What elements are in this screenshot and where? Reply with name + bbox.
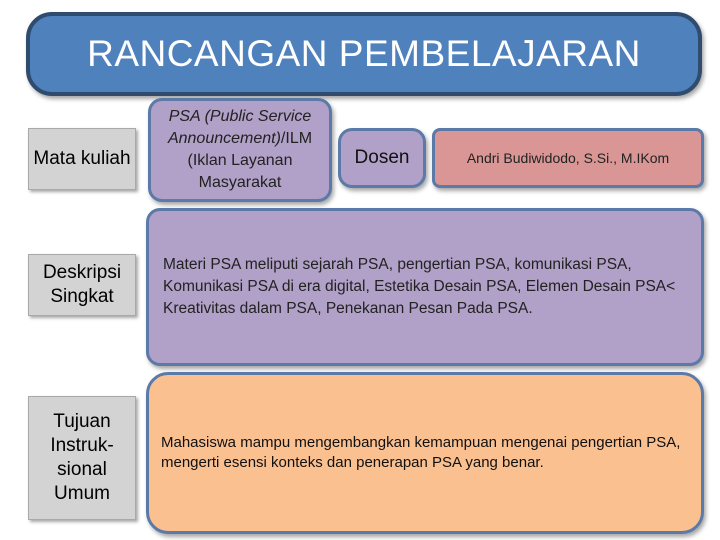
mata-kuliah-label (28, 128, 136, 190)
tujuan-label-text: Tujuan Instruk-sional Umum (50, 411, 114, 504)
tujuan-label (28, 396, 136, 520)
mata-kuliah-value (151, 106, 329, 194)
mata-kuliah-value-box (148, 98, 332, 202)
tujuan-box (146, 372, 704, 534)
dosen-label-box (338, 128, 426, 188)
page-title-banner (26, 12, 702, 96)
page-title: RANCANGAN PEMBELAJARAN (87, 33, 641, 74)
dosen-name-box (432, 128, 704, 188)
deskripsi-label (28, 254, 136, 316)
dosen-name: Andri Budiwidodo, S.Si., M.IKom (466, 150, 670, 166)
mata-kuliah-label-text: Mata kuliah (33, 148, 131, 169)
tujuan-text: Mahasiswa mampu mengembangkan kemampuan mengenai pengertian PSA, mengerti esensi konteks dan penerapan PSA yang benar. (161, 434, 681, 471)
mata-kuliah-value-rest: /ILM (Iklan Layanan Masyarakat (187, 130, 313, 191)
deskripsi-label-text: Deskripsi Singkat (42, 262, 122, 307)
deskripsi-box (146, 208, 704, 366)
deskripsi-text: Materi PSA meliputi sejarah PSA, pengertian PSA, komunikasi PSA, Komunikasi PSA di era digital, Estetika Desain PSA, Elemen Desain PSA< Kreativitas dalam PSA, Penekanan Pesan Pada PSA. (163, 256, 676, 317)
dosen-label: Dosen (354, 147, 410, 168)
mata-kuliah-value-italic: PSA (Public Service Announcement) (167, 108, 312, 147)
